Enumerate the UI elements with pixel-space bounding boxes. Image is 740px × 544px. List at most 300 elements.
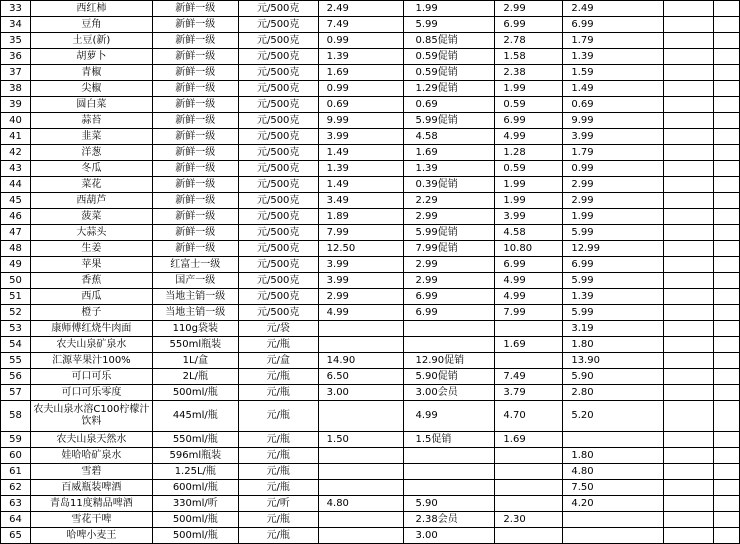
price-d-cell: 1.80 bbox=[563, 337, 664, 353]
spec-cell: 新鲜一级 bbox=[152, 1, 238, 17]
unit-cell: 元/瓶 bbox=[238, 369, 318, 385]
unit-cell: 元/袋 bbox=[238, 321, 318, 337]
price-a-cell: 3.99 bbox=[318, 273, 403, 289]
row-number-cell: 33 bbox=[1, 1, 31, 17]
price-a-cell: 4.80 bbox=[318, 496, 403, 512]
price-c-cell: 4.99 bbox=[495, 129, 563, 145]
price-c-cell: 6.99 bbox=[495, 257, 563, 273]
price-b-cell bbox=[403, 448, 495, 464]
unit-cell: 元/500克 bbox=[238, 81, 318, 97]
table-row bbox=[1, 49, 740, 65]
price-a-cell: 3.99 bbox=[318, 129, 403, 145]
product-name-cell: 韭菜 bbox=[30, 129, 152, 145]
empty-cell bbox=[714, 496, 740, 512]
spec-cell: 新鲜一级 bbox=[152, 49, 238, 65]
price-b-cell: 5.99促销 bbox=[403, 225, 495, 241]
price-b-cell: 2.38会员 bbox=[403, 512, 495, 528]
row-number-cell: 57 bbox=[1, 385, 31, 401]
spec-cell: 1L/盒 bbox=[152, 353, 238, 369]
empty-cell bbox=[714, 257, 740, 273]
empty-cell bbox=[714, 193, 740, 209]
unit-cell: 元/500克 bbox=[238, 225, 318, 241]
price-c-cell: 4.99 bbox=[495, 289, 563, 305]
spec-cell: 330ml/听 bbox=[152, 496, 238, 512]
empty-cell bbox=[664, 528, 714, 544]
row-number-cell: 38 bbox=[1, 81, 31, 97]
product-name-cell: 农夫山泉天然水 bbox=[30, 432, 152, 448]
product-name-cell: 蒜苔 bbox=[30, 113, 152, 129]
table-row bbox=[1, 65, 740, 81]
price-d-cell: 6.99 bbox=[563, 17, 664, 33]
empty-cell bbox=[714, 480, 740, 496]
spec-cell: 新鲜一级 bbox=[152, 225, 238, 241]
empty-cell bbox=[714, 113, 740, 129]
empty-cell bbox=[714, 129, 740, 145]
empty-cell bbox=[714, 241, 740, 257]
empty-cell bbox=[714, 432, 740, 448]
price-d-cell: 5.20 bbox=[563, 401, 664, 432]
spec-cell: 500ml/瓶 bbox=[152, 528, 238, 544]
empty-cell bbox=[714, 305, 740, 321]
empty-cell bbox=[714, 33, 740, 49]
row-number-cell: 65 bbox=[1, 528, 31, 544]
product-name-cell: 可口可乐零度 bbox=[30, 385, 152, 401]
price-a-cell: 12.50 bbox=[318, 241, 403, 257]
price-a-cell: 1.49 bbox=[318, 177, 403, 193]
row-number-cell: 41 bbox=[1, 129, 31, 145]
spec-cell: 新鲜一级 bbox=[152, 81, 238, 97]
price-b-cell: 6.99 bbox=[403, 305, 495, 321]
product-name-cell: 胡萝卜 bbox=[30, 49, 152, 65]
price-b-cell: 2.99 bbox=[403, 273, 495, 289]
empty-cell bbox=[664, 97, 714, 113]
table-row bbox=[1, 321, 740, 337]
unit-cell: 元/500克 bbox=[238, 273, 318, 289]
empty-cell bbox=[664, 512, 714, 528]
price-d-cell: 6.99 bbox=[563, 257, 664, 273]
price-c-cell bbox=[495, 464, 563, 480]
empty-cell bbox=[664, 241, 714, 257]
spec-cell: 新鲜一级 bbox=[152, 241, 238, 257]
empty-cell bbox=[714, 512, 740, 528]
product-name-cell: 大蒜头 bbox=[30, 225, 152, 241]
price-d-cell: 12.99 bbox=[563, 241, 664, 257]
price-d-cell: 1.79 bbox=[563, 33, 664, 49]
price-b-cell: 0.85促销 bbox=[403, 33, 495, 49]
price-d-cell bbox=[563, 512, 664, 528]
table-row bbox=[1, 432, 740, 448]
price-c-cell: 3.79 bbox=[495, 385, 563, 401]
spec-cell: 596ml瓶装 bbox=[152, 448, 238, 464]
price-d-cell bbox=[563, 528, 664, 544]
product-name-cell: 农夫山泉矿泉水 bbox=[30, 337, 152, 353]
price-c-cell bbox=[495, 448, 563, 464]
unit-cell: 元/500克 bbox=[238, 193, 318, 209]
spec-cell: 445ml/瓶 bbox=[152, 401, 238, 432]
table-row bbox=[1, 385, 740, 401]
table-row bbox=[1, 241, 740, 257]
empty-cell bbox=[664, 193, 714, 209]
empty-cell bbox=[714, 225, 740, 241]
price-a-cell: 14.90 bbox=[318, 353, 403, 369]
empty-cell bbox=[664, 289, 714, 305]
row-number-cell: 45 bbox=[1, 193, 31, 209]
empty-cell bbox=[714, 289, 740, 305]
empty-cell bbox=[714, 97, 740, 113]
price-b-cell bbox=[403, 337, 495, 353]
row-number-cell: 47 bbox=[1, 225, 31, 241]
row-number-cell: 61 bbox=[1, 464, 31, 480]
price-c-cell bbox=[495, 321, 563, 337]
price-b-cell: 2.99 bbox=[403, 257, 495, 273]
unit-cell: 元/瓶 bbox=[238, 337, 318, 353]
price-b-cell: 1.29促销 bbox=[403, 81, 495, 97]
price-d-cell bbox=[563, 432, 664, 448]
price-d-cell: 0.69 bbox=[563, 97, 664, 113]
product-name-cell: 青椒 bbox=[30, 65, 152, 81]
empty-cell bbox=[714, 353, 740, 369]
table-row bbox=[1, 129, 740, 145]
price-c-cell: 0.59 bbox=[495, 97, 563, 113]
price-b-cell: 3.00 bbox=[403, 528, 495, 544]
table-row bbox=[1, 161, 740, 177]
price-a-cell: 7.99 bbox=[318, 225, 403, 241]
price-d-cell: 9.99 bbox=[563, 113, 664, 129]
price-a-cell: 3.00 bbox=[318, 385, 403, 401]
price-c-cell: 6.99 bbox=[495, 17, 563, 33]
empty-cell bbox=[664, 321, 714, 337]
price-c-cell: 4.58 bbox=[495, 225, 563, 241]
empty-cell bbox=[664, 353, 714, 369]
price-d-cell: 2.49 bbox=[563, 1, 664, 17]
spec-cell: 新鲜一级 bbox=[152, 129, 238, 145]
unit-cell: 元/瓶 bbox=[238, 448, 318, 464]
table-row bbox=[1, 33, 740, 49]
empty-cell bbox=[664, 369, 714, 385]
price-b-cell: 4.99 bbox=[403, 401, 495, 432]
unit-cell: 元/瓶 bbox=[238, 432, 318, 448]
price-b-cell: 2.29 bbox=[403, 193, 495, 209]
price-d-cell: 3.19 bbox=[563, 321, 664, 337]
unit-cell: 元/500克 bbox=[238, 113, 318, 129]
row-number-cell: 60 bbox=[1, 448, 31, 464]
empty-cell bbox=[664, 257, 714, 273]
empty-cell bbox=[664, 385, 714, 401]
unit-cell: 元/盒 bbox=[238, 353, 318, 369]
product-name-cell: 西瓜 bbox=[30, 289, 152, 305]
price-c-cell bbox=[495, 496, 563, 512]
price-b-cell: 4.58 bbox=[403, 129, 495, 145]
spec-cell: 600ml/瓶 bbox=[152, 480, 238, 496]
price-c-cell: 10.80 bbox=[495, 241, 563, 257]
row-number-cell: 59 bbox=[1, 432, 31, 448]
spec-cell: 国产一级 bbox=[152, 273, 238, 289]
empty-cell bbox=[714, 209, 740, 225]
price-c-cell: 4.70 bbox=[495, 401, 563, 432]
empty-cell bbox=[664, 305, 714, 321]
price-c-cell: 2.99 bbox=[495, 1, 563, 17]
product-name-cell: 生姜 bbox=[30, 241, 152, 257]
price-b-cell bbox=[403, 464, 495, 480]
empty-cell bbox=[714, 401, 740, 432]
price-d-cell: 5.99 bbox=[563, 305, 664, 321]
price-c-cell: 1.58 bbox=[495, 49, 563, 65]
product-name-cell: 农夫山泉水溶C100柠檬汁饮料 bbox=[30, 401, 152, 432]
product-name-cell: 豆角 bbox=[30, 17, 152, 33]
empty-cell bbox=[714, 385, 740, 401]
price-c-cell: 4.99 bbox=[495, 273, 563, 289]
empty-cell bbox=[714, 273, 740, 289]
price-d-cell: 1.39 bbox=[563, 289, 664, 305]
spec-cell: 新鲜一级 bbox=[152, 193, 238, 209]
row-number-cell: 49 bbox=[1, 257, 31, 273]
table-row bbox=[1, 81, 740, 97]
unit-cell: 元/500克 bbox=[238, 17, 318, 33]
price-a-cell: 0.69 bbox=[318, 97, 403, 113]
table-row bbox=[1, 193, 740, 209]
empty-cell bbox=[664, 177, 714, 193]
unit-cell: 元/500克 bbox=[238, 97, 318, 113]
row-number-cell: 39 bbox=[1, 97, 31, 113]
price-b-cell: 1.39 bbox=[403, 161, 495, 177]
price-c-cell bbox=[495, 353, 563, 369]
empty-cell bbox=[714, 17, 740, 33]
row-number-cell: 44 bbox=[1, 177, 31, 193]
empty-cell bbox=[664, 49, 714, 65]
empty-cell bbox=[664, 448, 714, 464]
row-number-cell: 51 bbox=[1, 289, 31, 305]
price-d-cell: 1.80 bbox=[563, 448, 664, 464]
product-name-cell: 菜花 bbox=[30, 177, 152, 193]
empty-cell bbox=[664, 225, 714, 241]
price-b-cell: 1.69 bbox=[403, 145, 495, 161]
unit-cell: 元/500克 bbox=[238, 161, 318, 177]
unit-cell: 元/听 bbox=[238, 496, 318, 512]
price-d-cell: 7.50 bbox=[563, 480, 664, 496]
spec-cell: 新鲜一级 bbox=[152, 17, 238, 33]
price-b-cell bbox=[403, 321, 495, 337]
price-d-cell: 2.80 bbox=[563, 385, 664, 401]
product-name-cell: 橙子 bbox=[30, 305, 152, 321]
price-c-cell: 6.99 bbox=[495, 113, 563, 129]
price-c-cell: 2.30 bbox=[495, 512, 563, 528]
empty-cell bbox=[664, 209, 714, 225]
table-row bbox=[1, 401, 740, 432]
unit-cell: 元/500克 bbox=[238, 33, 318, 49]
price-c-cell bbox=[495, 528, 563, 544]
empty-cell bbox=[664, 1, 714, 17]
spec-cell: 新鲜一级 bbox=[152, 33, 238, 49]
empty-cell bbox=[664, 337, 714, 353]
price-d-cell: 3.99 bbox=[563, 129, 664, 145]
unit-cell: 元/瓶 bbox=[238, 385, 318, 401]
spec-cell: 新鲜一级 bbox=[152, 145, 238, 161]
product-name-cell: 汇源苹果汁100% bbox=[30, 353, 152, 369]
empty-cell bbox=[664, 33, 714, 49]
price-b-cell: 2.99 bbox=[403, 209, 495, 225]
price-d-cell: 1.49 bbox=[563, 81, 664, 97]
row-number-cell: 55 bbox=[1, 353, 31, 369]
unit-cell: 元/瓶 bbox=[238, 464, 318, 480]
unit-cell: 元/500克 bbox=[238, 209, 318, 225]
spec-cell: 新鲜一级 bbox=[152, 97, 238, 113]
price-c-cell: 3.99 bbox=[495, 209, 563, 225]
empty-cell bbox=[664, 432, 714, 448]
unit-cell: 元/500克 bbox=[238, 49, 318, 65]
table-row bbox=[1, 225, 740, 241]
price-c-cell: 0.59 bbox=[495, 161, 563, 177]
unit-cell: 元/瓶 bbox=[238, 401, 318, 432]
spec-cell: 2L/瓶 bbox=[152, 369, 238, 385]
price-b-cell: 5.90 bbox=[403, 496, 495, 512]
price-b-cell bbox=[403, 480, 495, 496]
table-row bbox=[1, 512, 740, 528]
table-row bbox=[1, 97, 740, 113]
empty-cell bbox=[714, 448, 740, 464]
empty-cell bbox=[664, 113, 714, 129]
spec-cell: 新鲜一级 bbox=[152, 161, 238, 177]
product-name-cell: 圆白菜 bbox=[30, 97, 152, 113]
product-name-cell: 康师傅红烧牛肉面 bbox=[30, 321, 152, 337]
product-name-cell: 香蕉 bbox=[30, 273, 152, 289]
empty-cell bbox=[714, 464, 740, 480]
table-row bbox=[1, 464, 740, 480]
table-row bbox=[1, 209, 740, 225]
price-a-cell: 0.99 bbox=[318, 33, 403, 49]
price-d-cell: 4.20 bbox=[563, 496, 664, 512]
price-c-cell: 2.78 bbox=[495, 33, 563, 49]
unit-cell: 元/500克 bbox=[238, 289, 318, 305]
product-name-cell: 哈啤小麦王 bbox=[30, 528, 152, 544]
price-b-cell: 12.90促销 bbox=[403, 353, 495, 369]
empty-cell bbox=[714, 81, 740, 97]
empty-cell bbox=[714, 321, 740, 337]
row-number-cell: 43 bbox=[1, 161, 31, 177]
price-d-cell: 0.99 bbox=[563, 161, 664, 177]
spec-cell: 新鲜一级 bbox=[152, 113, 238, 129]
empty-cell bbox=[714, 177, 740, 193]
product-name-cell: 西红柿 bbox=[30, 1, 152, 17]
spec-cell: 1.25L/瓶 bbox=[152, 464, 238, 480]
spec-cell: 当地主销一级 bbox=[152, 305, 238, 321]
table-row bbox=[1, 1, 740, 17]
price-a-cell: 1.89 bbox=[318, 209, 403, 225]
price-a-cell bbox=[318, 480, 403, 496]
price-a-cell: 9.99 bbox=[318, 113, 403, 129]
price-c-cell: 1.99 bbox=[495, 193, 563, 209]
product-name-cell: 娃哈哈矿泉水 bbox=[30, 448, 152, 464]
product-name-cell: 苹果 bbox=[30, 257, 152, 273]
price-d-cell: 2.99 bbox=[563, 193, 664, 209]
product-name-cell: 雪碧 bbox=[30, 464, 152, 480]
price-c-cell: 7.49 bbox=[495, 369, 563, 385]
price-a-cell: 0.99 bbox=[318, 81, 403, 97]
empty-cell bbox=[664, 161, 714, 177]
product-name-cell: 洋葱 bbox=[30, 145, 152, 161]
price-a-cell: 3.99 bbox=[318, 257, 403, 273]
price-a-cell: 7.49 bbox=[318, 17, 403, 33]
price-b-cell: 5.99促销 bbox=[403, 113, 495, 129]
unit-cell: 元/500克 bbox=[238, 1, 318, 17]
unit-cell: 元/瓶 bbox=[238, 528, 318, 544]
price-b-cell: 0.59促销 bbox=[403, 49, 495, 65]
table-row bbox=[1, 17, 740, 33]
price-d-cell: 1.79 bbox=[563, 145, 664, 161]
unit-cell: 元/500克 bbox=[238, 129, 318, 145]
price-b-cell: 3.00会员 bbox=[403, 385, 495, 401]
table-row bbox=[1, 480, 740, 496]
price-table-body bbox=[1, 1, 740, 544]
price-d-cell: 1.59 bbox=[563, 65, 664, 81]
empty-cell bbox=[664, 401, 714, 432]
product-name-cell: 土豆(新) bbox=[30, 33, 152, 49]
price-a-cell: 1.50 bbox=[318, 432, 403, 448]
unit-cell: 元/500克 bbox=[238, 305, 318, 321]
empty-cell bbox=[664, 65, 714, 81]
row-number-cell: 48 bbox=[1, 241, 31, 257]
row-number-cell: 36 bbox=[1, 49, 31, 65]
price-b-cell: 1.99 bbox=[403, 1, 495, 17]
row-number-cell: 53 bbox=[1, 321, 31, 337]
unit-cell: 元/瓶 bbox=[238, 512, 318, 528]
row-number-cell: 35 bbox=[1, 33, 31, 49]
table-row bbox=[1, 257, 740, 273]
price-a-cell bbox=[318, 401, 403, 432]
spec-cell: 550ml瓶装 bbox=[152, 337, 238, 353]
price-a-cell: 1.39 bbox=[318, 161, 403, 177]
empty-cell bbox=[664, 145, 714, 161]
price-b-cell: 1.5促销 bbox=[403, 432, 495, 448]
price-c-cell: 2.38 bbox=[495, 65, 563, 81]
empty-cell bbox=[664, 17, 714, 33]
empty-cell bbox=[714, 369, 740, 385]
row-number-cell: 64 bbox=[1, 512, 31, 528]
spec-cell: 当地主销一级 bbox=[152, 289, 238, 305]
row-number-cell: 34 bbox=[1, 17, 31, 33]
price-a-cell: 6.50 bbox=[318, 369, 403, 385]
product-name-cell: 百威瓶装啤酒 bbox=[30, 480, 152, 496]
price-d-cell: 1.99 bbox=[563, 209, 664, 225]
price-b-cell: 7.99促销 bbox=[403, 241, 495, 257]
price-c-cell: 1.69 bbox=[495, 337, 563, 353]
row-number-cell: 58 bbox=[1, 401, 31, 432]
row-number-cell: 50 bbox=[1, 273, 31, 289]
empty-cell bbox=[664, 81, 714, 97]
empty-cell bbox=[714, 145, 740, 161]
price-a-cell bbox=[318, 528, 403, 544]
row-number-cell: 63 bbox=[1, 496, 31, 512]
price-a-cell: 2.99 bbox=[318, 289, 403, 305]
spec-cell: 550ml/瓶 bbox=[152, 432, 238, 448]
price-d-cell: 2.99 bbox=[563, 177, 664, 193]
unit-cell: 元/500克 bbox=[238, 177, 318, 193]
price-a-cell: 3.49 bbox=[318, 193, 403, 209]
product-name-cell: 冬瓜 bbox=[30, 161, 152, 177]
price-a-cell: 4.99 bbox=[318, 305, 403, 321]
row-number-cell: 37 bbox=[1, 65, 31, 81]
product-name-cell: 菠菜 bbox=[30, 209, 152, 225]
price-d-cell: 5.90 bbox=[563, 369, 664, 385]
price-b-cell: 0.59促销 bbox=[403, 65, 495, 81]
unit-cell: 元/500克 bbox=[238, 65, 318, 81]
row-number-cell: 52 bbox=[1, 305, 31, 321]
product-name-cell: 可口可乐 bbox=[30, 369, 152, 385]
row-number-cell: 40 bbox=[1, 113, 31, 129]
price-c-cell: 1.69 bbox=[495, 432, 563, 448]
table-row bbox=[1, 145, 740, 161]
row-number-cell: 42 bbox=[1, 145, 31, 161]
table-row bbox=[1, 353, 740, 369]
